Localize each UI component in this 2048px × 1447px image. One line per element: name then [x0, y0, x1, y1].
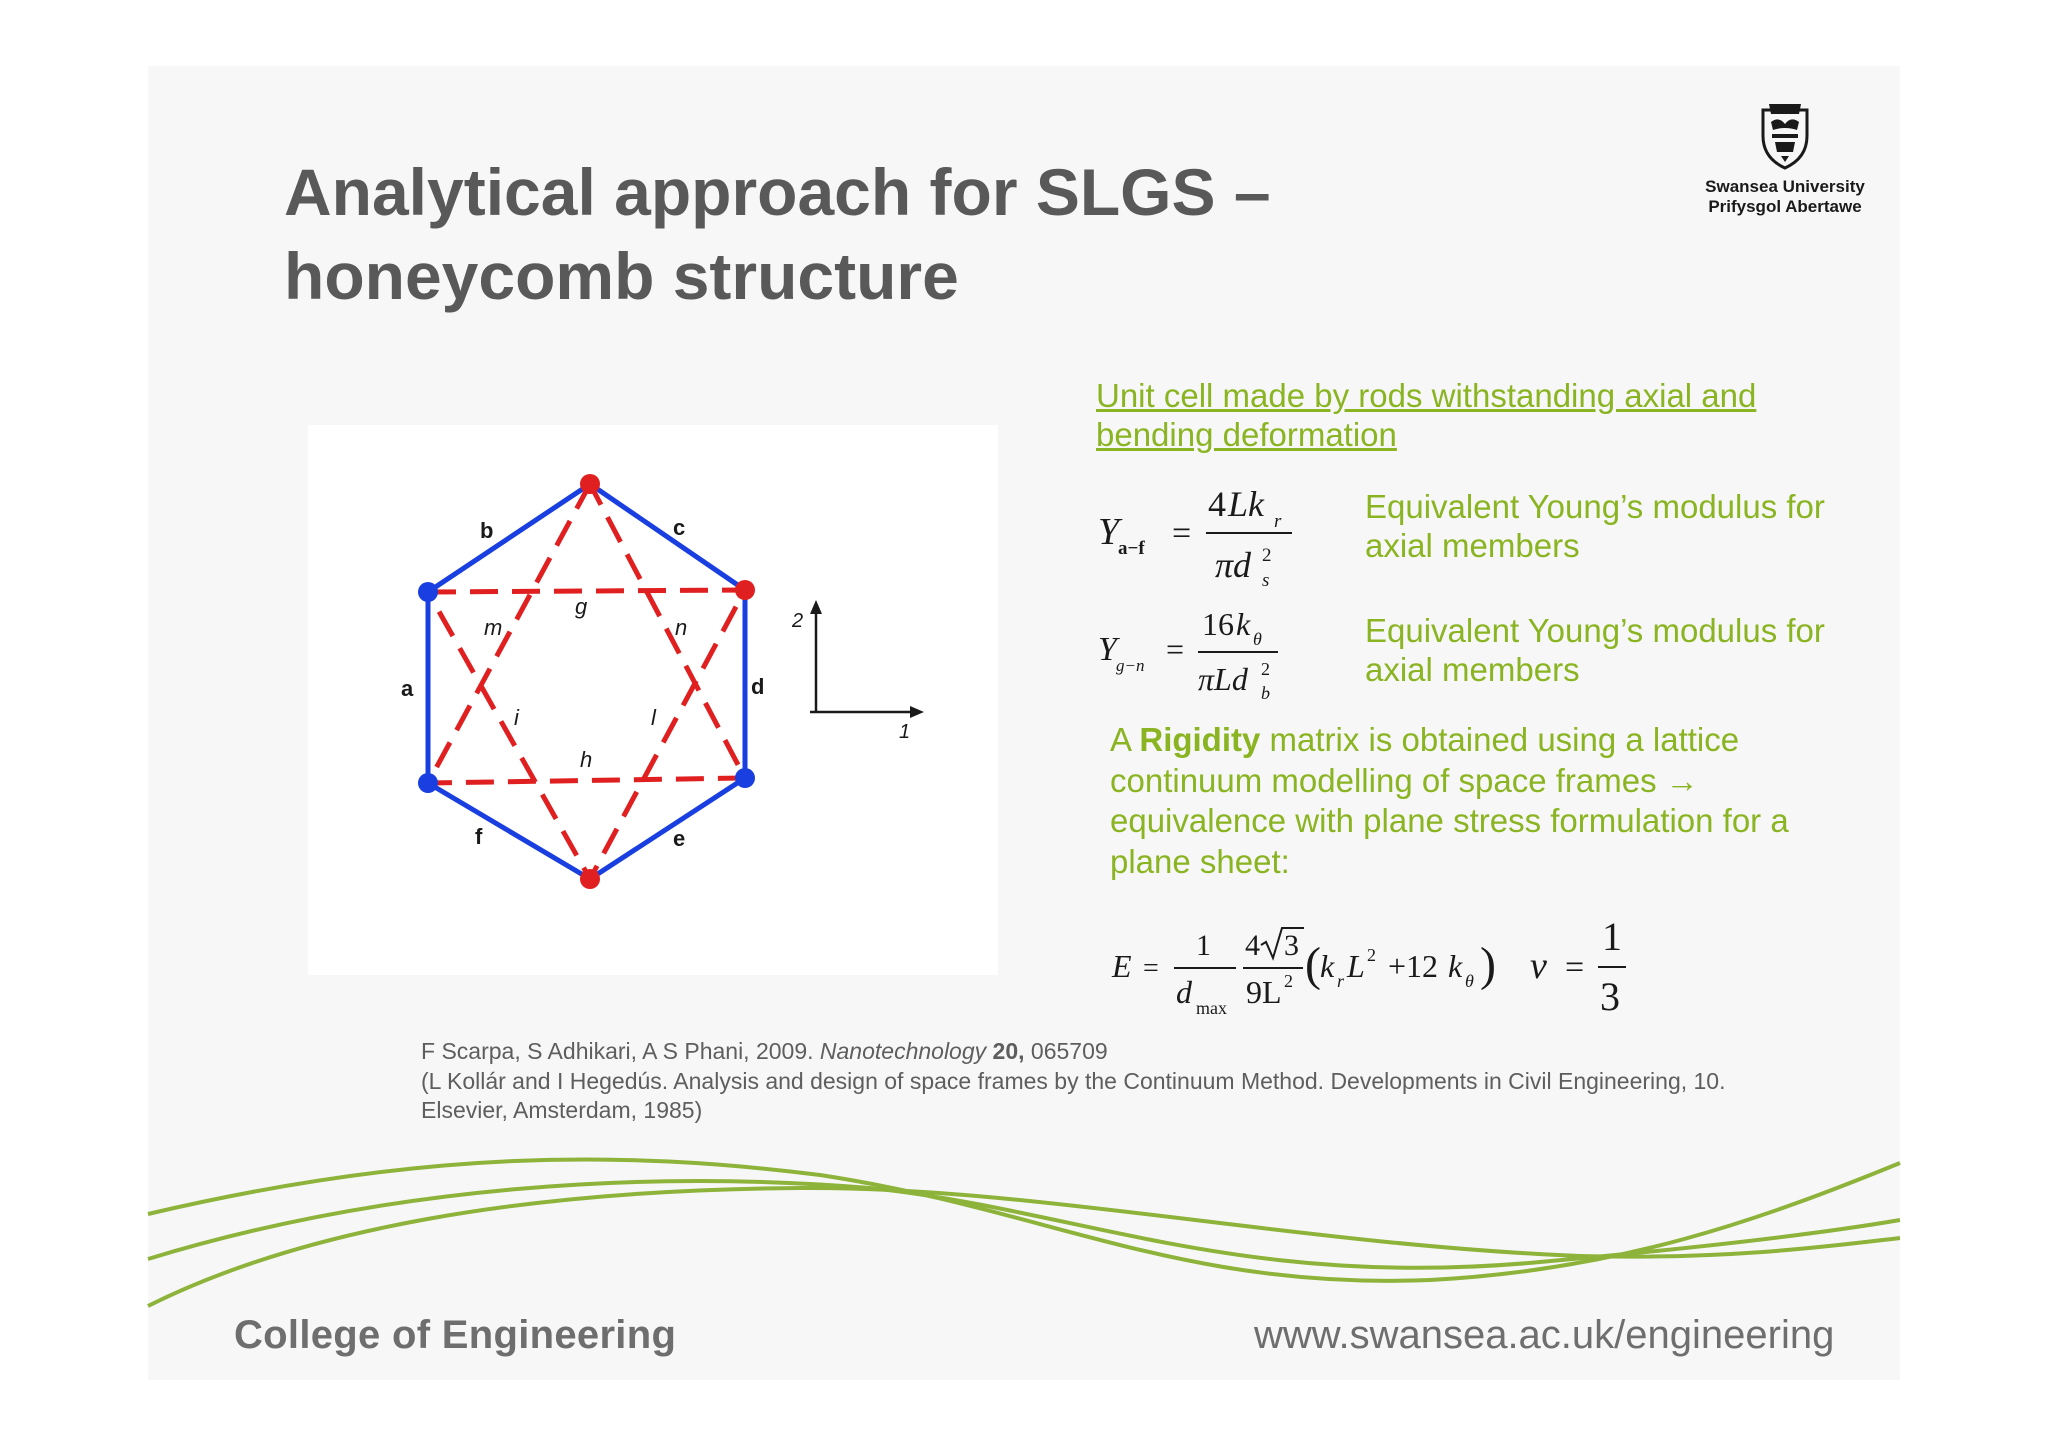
eq-gn-den-a: πLd — [1198, 661, 1248, 697]
eq-e-d: d — [1176, 974, 1192, 1010]
equation-y-gn — [1098, 606, 1278, 703]
axis-1-arrow-icon — [910, 706, 924, 718]
footer-website-url: www.swansea.ac.uk/engineering — [1254, 1313, 1835, 1357]
footer-wave-decoration — [148, 1159, 1900, 1306]
edge-label-d: d — [751, 674, 765, 699]
eq-e-L: L — [1347, 948, 1365, 984]
description-af — [1365, 487, 1865, 565]
inner-label-m: m — [484, 615, 503, 640]
eq-af-num-a: 4 — [1208, 484, 1226, 524]
reference-1-volume: 20, — [986, 1038, 1025, 1064]
eq-e-k: k — [1320, 948, 1335, 984]
eq-af-den-a: πd — [1215, 545, 1252, 585]
equation-y-af — [1098, 484, 1292, 591]
node-top-right — [735, 580, 755, 600]
description-af-line-2: axial members — [1365, 527, 1580, 564]
reference-1-journal: Nanotechnology — [819, 1038, 987, 1064]
edge-label-b: b — [480, 518, 494, 543]
eq-e-plus: +12 — [1388, 948, 1439, 984]
unit-cell-heading-line-2: bending deformation — [1096, 416, 1397, 453]
eq-af-sub: a−f — [1118, 538, 1145, 559]
eq-nu-equals: = — [1565, 949, 1585, 986]
rigidity-line-3: equivalence with plane stress formulation for a — [1110, 802, 1789, 839]
eq-nu-num: 1 — [1602, 914, 1622, 959]
description-af-line-1: Equivalent Young’s modulus for — [1365, 488, 1825, 525]
edge-label-c: c — [673, 515, 686, 540]
eq-gn-den-sub: b — [1261, 683, 1270, 703]
eq-e-equals: = — [1143, 953, 1159, 984]
node-bottom-right — [735, 768, 755, 788]
eq-e-Lsup: 2 — [1367, 945, 1376, 965]
eq-gn-lhs: Y — [1098, 631, 1117, 668]
description-gn-line-2: axial members — [1365, 651, 1580, 688]
eq-e-num-a: 4 — [1245, 929, 1260, 962]
axis-2-label: 2 — [792, 610, 804, 632]
reference-1-authors: F Scarpa, S Adhikari, A S Phani, 2009. — [421, 1038, 820, 1064]
eq-af-num-sub: r — [1274, 511, 1282, 532]
node-top-left — [418, 582, 438, 602]
eq-af-den-sup: 2 — [1262, 545, 1272, 566]
node-bottom-left — [418, 773, 438, 793]
reference-2-line-2: Elsevier, Amsterdam, 1985) — [421, 1097, 703, 1123]
inner-label-i: i — [514, 705, 519, 730]
eq-gn-equals: = — [1166, 631, 1185, 667]
reference-1 — [421, 1037, 1821, 1067]
eq-af-equals: = — [1172, 515, 1192, 552]
inner-label-g: g — [575, 594, 588, 619]
reference-1-rest: 065709 — [1024, 1038, 1108, 1064]
unit-cell-heading-line-1: Unit cell made by rods withstanding axial and — [1096, 377, 1757, 414]
footer-college-name: College of Engineering — [234, 1313, 677, 1357]
rigidity-prefix: A — [1110, 721, 1140, 758]
logo-name-english: Swansea University — [1705, 177, 1865, 196]
reference-2-line-1: (L Kollár and I Hegedús. Analysis and design of space frames by the Continuum Method. Developments in Civil Engineering, 10. — [421, 1067, 1726, 1094]
eq-af-num-b: Lk — [1228, 484, 1264, 524]
axis-2-arrow-icon — [810, 600, 822, 614]
eq-e-den: 9L — [1246, 974, 1282, 1010]
references — [421, 1037, 1821, 1126]
eq-af-den-sub: s — [1262, 570, 1270, 591]
eq-e-lhs: E — [1112, 948, 1132, 984]
eq-e-paren-close: ) — [1480, 938, 1496, 991]
inner-label-l: l — [651, 705, 656, 730]
rigidity-keyword: Rigidity — [1139, 721, 1261, 758]
eq-e-den-sup: 2 — [1284, 971, 1293, 991]
edge-label-e: e — [673, 826, 686, 851]
eq-nu-lhs: ν — [1530, 945, 1547, 987]
node-bottom — [580, 869, 600, 889]
eq-gn-num-a: 16 — [1202, 606, 1234, 642]
edge-label-f: f — [475, 824, 483, 849]
eq-e-k2: k — [1448, 948, 1463, 984]
rigidity-line-1 — [1110, 720, 1850, 761]
eq-e-ksub: r — [1337, 971, 1345, 991]
eq-gn-sub: g−n — [1116, 656, 1145, 675]
star-triangle-up — [428, 484, 745, 783]
edge-label-a: a — [401, 676, 414, 701]
inner-label-h: h — [580, 747, 593, 772]
logo-name-welsh: Prifysgol Abertawe — [1708, 197, 1862, 216]
eq-gn-num-sub: θ — [1253, 629, 1262, 649]
title-line-2: honeycomb structure — [284, 239, 959, 313]
eq-e-k2sub: θ — [1465, 971, 1474, 991]
unit-cell-heading — [1096, 376, 1816, 454]
equation-e — [1111, 928, 1496, 1018]
eq-e-one: 1 — [1196, 929, 1211, 962]
node-top — [580, 474, 600, 494]
description-gn-line-1: Equivalent Young’s modulus for — [1365, 612, 1825, 649]
eq-e-sqrt: 3 — [1284, 929, 1299, 962]
eq-e-paren-open: ( — [1305, 938, 1321, 991]
equation-nu — [1530, 914, 1626, 1019]
eq-nu-den: 3 — [1600, 974, 1620, 1019]
eq-gn-num-b: k — [1236, 606, 1251, 642]
eq-gn-den-sup: 2 — [1261, 659, 1270, 679]
inner-label-n: n — [675, 615, 688, 640]
rigidity-line-4: plane sheet: — [1110, 842, 1290, 880]
rigidity-line-1-rest: matrix is obtained using a lattice — [1260, 721, 1740, 758]
axis-1-label: 1 — [899, 721, 911, 743]
rigidity-line-2: continuum modelling of space frames → — [1110, 761, 1699, 799]
description-gn — [1365, 611, 1865, 689]
eq-af-lhs: Y — [1098, 511, 1120, 553]
eq-e-dsub: max — [1196, 998, 1227, 1018]
title-line-1: Analytical approach for SLGS – — [284, 155, 1271, 229]
rigidity-paragraph — [1110, 720, 1850, 882]
